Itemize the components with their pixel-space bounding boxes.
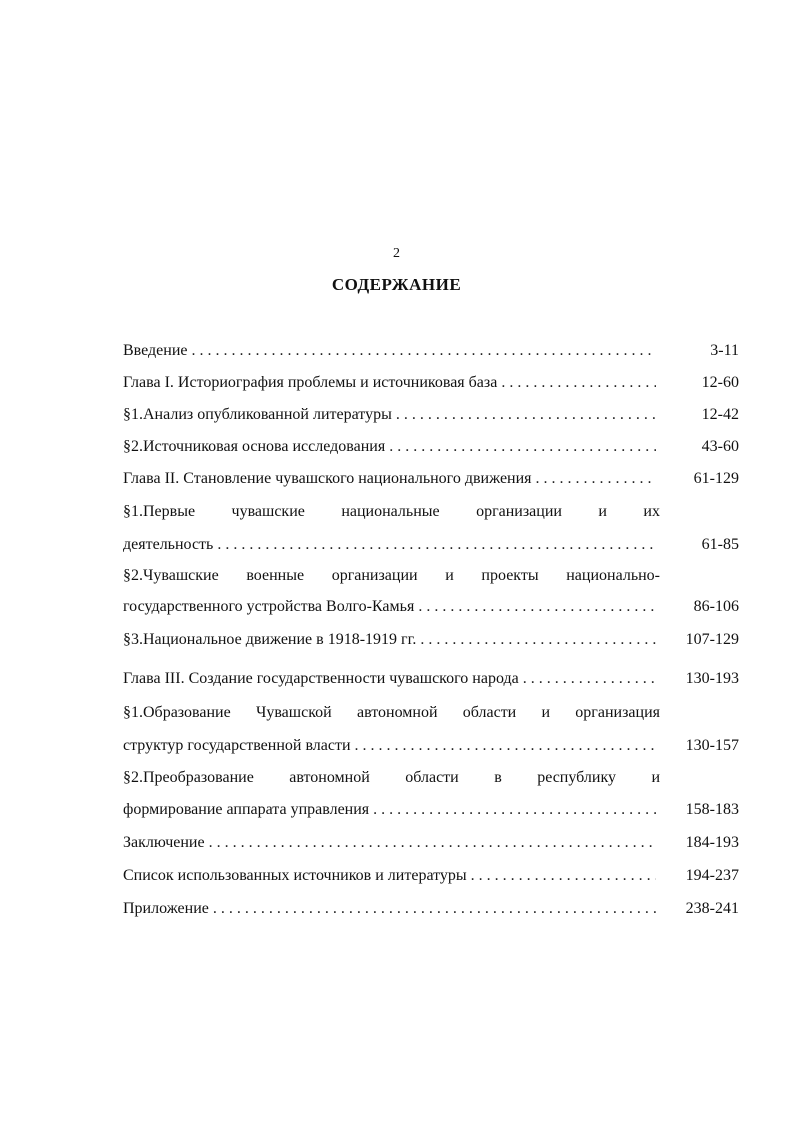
toc-entry-pages: 61-85 (701, 536, 739, 553)
toc-leader-dots (501, 373, 656, 393)
toc-entry-pages: 184-193 (685, 834, 739, 851)
toc-entry (123, 630, 660, 650)
toc-entry-text: Глава II. Становление чувашского национального движения (123, 470, 532, 487)
toc-leader-dots (536, 469, 656, 489)
toc-entry (123, 535, 660, 555)
toc-entry (123, 341, 660, 361)
toc-leader-dots (209, 833, 656, 853)
toc-entry-text-line1: §1.Первые чувашские национальные организации и их (123, 503, 660, 520)
toc-entry (123, 469, 660, 489)
toc-entry-pages: 86-106 (693, 598, 739, 615)
toc-entry-text: Приложение (123, 900, 209, 917)
toc-entry-pages: 130-157 (685, 737, 739, 754)
toc-entry-text-line2: структур государственной власти (123, 737, 351, 754)
toc-entry-text-line2: деятельность (123, 536, 214, 553)
toc-entry-text: Глава I. Историография проблемы и источниковая база (123, 374, 498, 391)
toc-entry (123, 373, 660, 393)
toc-entry-text: Введение (123, 342, 188, 359)
toc-entry (123, 669, 660, 689)
toc-entry-pages: 158-183 (685, 801, 739, 818)
toc-leader-dots (389, 437, 656, 457)
toc-leader-dots (192, 341, 657, 361)
toc-entry (123, 833, 660, 853)
toc-entry-text-line2: государственного устройства Волго-Камья (123, 598, 415, 615)
toc-entry-pages: 3-11 (710, 342, 739, 359)
toc-entry (123, 800, 660, 820)
toc-leader-dots (217, 535, 656, 555)
toc-entry-pages: 43-60 (701, 438, 739, 455)
toc-entry-pages: 12-42 (701, 406, 739, 423)
toc-entry-text-line1: §2.Преобразование автономной области в республику и (123, 769, 660, 786)
toc-entry (123, 597, 660, 617)
toc-leader-dots (213, 899, 656, 919)
toc-entry-pages: 130-193 (685, 670, 739, 687)
toc-leader-dots (471, 866, 656, 886)
toc-entry-pages: 107-129 (685, 631, 739, 648)
toc-entry (123, 736, 660, 756)
toc-entry-text: §2.Источниковая основа исследования (123, 438, 386, 455)
toc-entry-pages: 194-237 (685, 867, 739, 884)
toc-entry (123, 437, 660, 457)
toc-leader-dots (420, 630, 656, 650)
toc-entry-text-line1: §1.Образование Чувашской автономной области и организация (123, 704, 660, 721)
toc-entry-text: §3.Национальное движение в 1918-1919 гг. (123, 631, 417, 648)
toc-entry-text: §1.Анализ опубликованной литературы (123, 406, 392, 423)
toc-entry-text: Заключение (123, 834, 205, 851)
toc-entry-text: Список использованных источников и литературы (123, 867, 467, 884)
toc-entry-pages: 238-241 (685, 900, 739, 917)
toc-entry-pages: 12-60 (701, 374, 739, 391)
toc-leader-dots (523, 669, 656, 689)
toc-entry-text-line1: §2.Чувашские военные организации и проекты национально- (123, 567, 660, 584)
toc-entry-pages: 61-129 (693, 470, 739, 487)
toc-leader-dots (396, 405, 656, 425)
toc-leader-dots (355, 736, 656, 756)
toc-entry (123, 866, 660, 886)
toc-leader-dots (418, 597, 656, 617)
page-title: СОДЕРЖАНИЕ (331, 275, 462, 294)
toc-entry-text-line2: формирование аппарата управления (123, 801, 370, 818)
toc-entry (123, 405, 660, 425)
toc-entry (123, 899, 660, 919)
page-number: 2 (393, 246, 400, 261)
toc-leader-dots (373, 800, 656, 820)
toc-entry-text: Глава III. Создание государственности чувашского народа (123, 670, 519, 687)
